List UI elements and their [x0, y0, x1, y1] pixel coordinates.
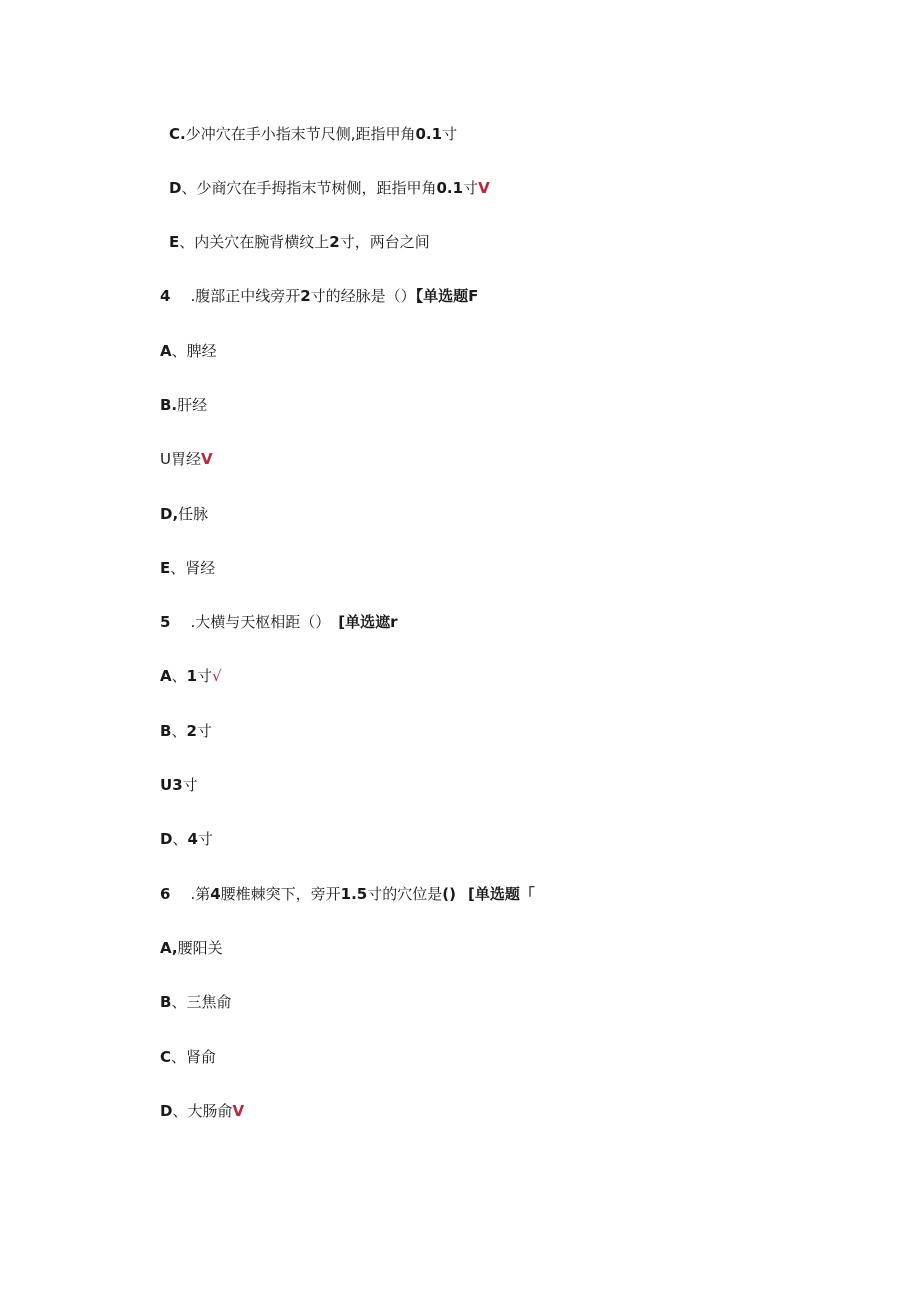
question-4	[160, 286, 478, 306]
option-q4-c	[160, 449, 213, 469]
option-q5-a	[160, 666, 222, 686]
option-label: U	[160, 776, 173, 794]
question-text-cont: 腰椎棘突下，旁开	[220, 885, 341, 903]
option-number: 0.1	[415, 125, 443, 143]
question-number: 5	[160, 613, 171, 631]
option-unit: 寸	[182, 776, 198, 794]
option-label: C.	[169, 125, 186, 143]
correct-answer-mark: V	[478, 179, 490, 197]
option-q6-c	[160, 1047, 216, 1067]
correct-answer-mark: V	[201, 450, 213, 468]
option-q4-e	[160, 558, 215, 578]
option-text: 肝经	[177, 396, 208, 414]
option-label: D	[160, 830, 173, 848]
question-text: .第	[190, 885, 211, 903]
option-unit: 寸	[463, 179, 479, 197]
question-text: .腹部正中线旁开	[190, 287, 301, 305]
option-text: 腰阳关	[177, 939, 223, 957]
option-q6-d	[160, 1101, 244, 1121]
option-text: 少冲穴在手小指末节尺侧,距指甲角	[185, 125, 416, 143]
option-text: 胃经	[170, 450, 201, 468]
question-number-inline: 4	[210, 885, 221, 903]
option-q4-b	[160, 395, 207, 415]
question-type-tag: 【单选题F	[415, 287, 479, 305]
option-label: E	[169, 233, 180, 251]
option-unit: 寸，两台之间	[339, 233, 430, 251]
option-unit: 寸	[197, 667, 213, 685]
option-text: 、脾经	[171, 342, 217, 360]
option-q4-d	[160, 504, 208, 524]
option-q5-b	[160, 721, 212, 741]
option-q6-b	[160, 992, 231, 1012]
option-number: 0.1	[436, 179, 464, 197]
option-q4-a	[160, 341, 217, 361]
option-label: C	[160, 1048, 172, 1066]
option-sep: 、	[171, 722, 187, 740]
option-text: 、大肠俞	[172, 1102, 233, 1120]
option-label: B	[160, 993, 172, 1011]
option-text: 任脉	[178, 505, 209, 523]
option-label: D	[169, 179, 182, 197]
option-label: A,	[160, 939, 178, 957]
option-number: 2	[186, 722, 197, 740]
question-5	[160, 612, 397, 632]
option-unit: 寸	[442, 125, 458, 143]
option-q6-a	[160, 938, 223, 958]
question-number-inline: 1.5	[340, 885, 368, 903]
option-label: D	[160, 1102, 173, 1120]
option-label: B.	[160, 396, 178, 414]
option-number: 2	[329, 233, 340, 251]
question-number: 4	[160, 287, 171, 305]
option-label: E	[160, 559, 171, 577]
question-text-cont: 寸的穴位是	[367, 885, 443, 903]
question-type-tag: [单选遮r	[338, 613, 398, 631]
option-number: 1	[186, 667, 198, 685]
option-unit: 寸	[197, 830, 213, 848]
correct-answer-mark: V	[232, 1102, 245, 1120]
option-q3-d	[169, 178, 490, 198]
correct-answer-mark: √	[212, 667, 222, 685]
question-number-inline: 2	[300, 287, 311, 305]
option-sep: 、	[172, 830, 188, 848]
option-q5-c	[160, 775, 198, 795]
question-text-cont: 寸的经脉是（）	[310, 287, 416, 305]
option-q3-e	[169, 232, 430, 252]
option-text: 、内关穴在腕背横纹上	[179, 233, 330, 251]
option-label: U	[160, 450, 171, 468]
option-unit: 寸	[196, 722, 212, 740]
question-paren: ()	[442, 885, 456, 903]
option-label: A	[160, 342, 172, 360]
option-label: A	[160, 667, 172, 685]
option-text: 、少商穴在手拇指末节树侧，距指甲角	[181, 179, 437, 197]
option-sep: 、	[171, 667, 187, 685]
question-type-tag: [单选题「	[467, 885, 535, 903]
option-number: 3	[172, 776, 183, 794]
question-6	[160, 884, 535, 904]
question-number: 6	[160, 885, 171, 903]
option-q3-c	[169, 124, 457, 144]
option-q5-d	[160, 829, 213, 849]
question-text: .大横与天枢相距（）	[190, 613, 331, 631]
option-text: 、肾俞	[171, 1048, 217, 1066]
option-number: 4	[187, 830, 198, 848]
option-text: 、肾经	[170, 559, 216, 577]
option-label: D,	[160, 505, 179, 523]
option-label: B	[160, 722, 172, 740]
option-text: 、三焦俞	[171, 993, 232, 1011]
